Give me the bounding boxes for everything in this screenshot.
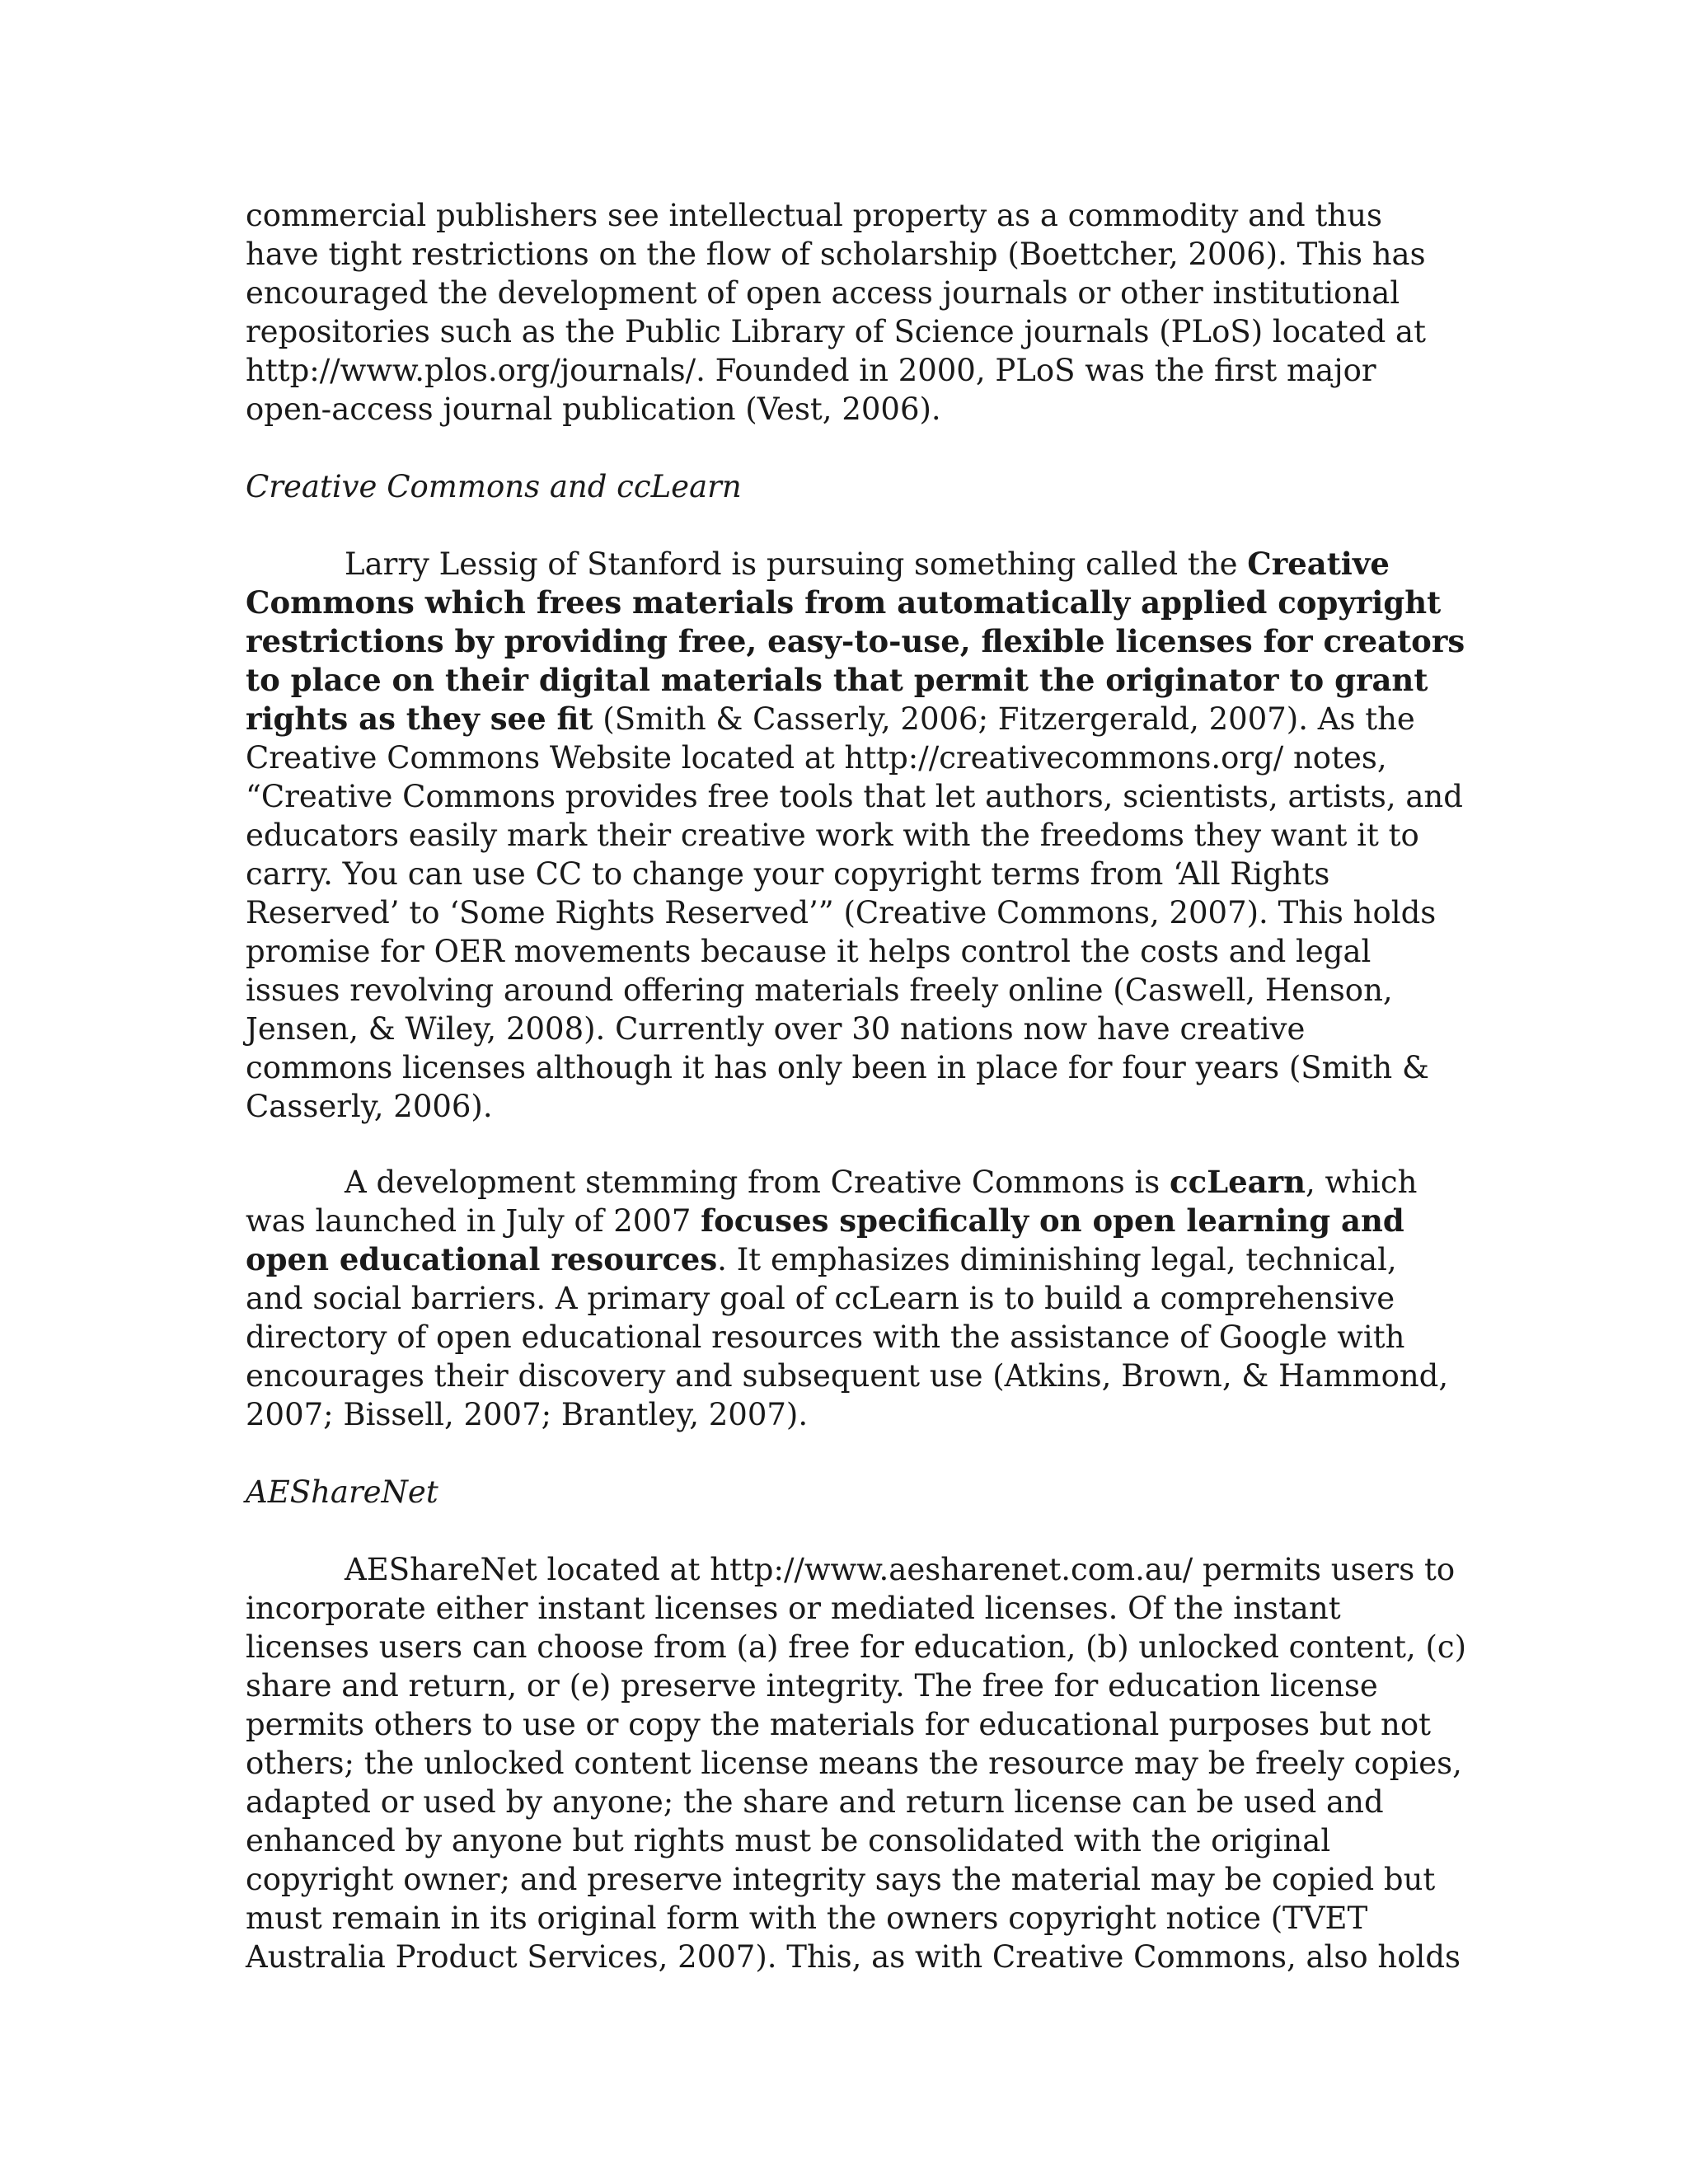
paragraph-aesharenet — [246, 1550, 1466, 1976]
text-line: carry. You can use CC to change your copyright terms from ‘All Rights — [246, 856, 1330, 892]
bold-text: Creative — [1247, 546, 1390, 582]
text-line — [246, 700, 1465, 738]
text-line: Australia Product Services, 2007). This, as with Creative Commons, also holds — [246, 1939, 1461, 1975]
bold-text-line: restrictions by providing free, easy-to-use, flexible licenses for creators — [246, 623, 1465, 659]
text-line: commons licenses although it has only been in place for four years (Smith & — [246, 1050, 1429, 1085]
bold-text: ccLearn — [1170, 1164, 1306, 1200]
section-heading-aesharenet — [246, 1473, 438, 1511]
paragraph-cclearn — [246, 1163, 1448, 1434]
text-line: commercial publishers see intellectual property as a commodity and thus — [246, 198, 1383, 233]
text-line: and social barriers. A primary goal of ccLearn is to build a comprehensive — [246, 1281, 1395, 1316]
text-line: http://www.plos.org/journals/. Founded in 2000, PLoS was the first major — [246, 353, 1376, 388]
text-line: have tight restrictions on the flow of scholarship (Boettcher, 2006). This has — [246, 237, 1426, 272]
paragraph-creative-commons — [246, 545, 1465, 1126]
text-line: 2007; Bissell, 2007; Brantley, 2007). — [246, 1397, 809, 1432]
text-line: repositories such as the Public Library of Science journals (PLoS) located at — [246, 314, 1426, 349]
text-line: enhanced by anyone but rights must be consolidated with the original — [246, 1823, 1331, 1858]
heading-text: AEShareNet — [246, 1474, 438, 1510]
text-line: others; the unlocked content license means the resource may be freely copies, — [246, 1746, 1462, 1781]
text-line: issues revolving around offering materials freely online (Caswell, Henson, — [246, 972, 1393, 1008]
bold-text: rights as they see fit — [246, 701, 593, 737]
text-line: promise for OER movements because it helps control the costs and legal — [246, 934, 1372, 969]
text-line — [246, 1163, 1448, 1202]
text-line — [246, 1240, 1448, 1279]
text-line: educators easily mark their creative work with the freedoms they want it to — [246, 818, 1419, 853]
text-line — [246, 1202, 1448, 1240]
text-line: Creative Commons Website located at http://creativecommons.org/ notes, — [246, 740, 1387, 776]
text-run: , which — [1306, 1165, 1418, 1200]
text-line: AEShareNet located at http://www.aesharenet.com.au/ permits users to — [345, 1552, 1456, 1587]
text-line: permits others to use or copy the materials for educational purposes but not — [246, 1707, 1431, 1742]
text-run: Larry Lessig of Stanford is pursuing something called the — [345, 546, 1248, 582]
text-line: open-access journal publication (Vest, 2006). — [246, 391, 941, 427]
text-line: encourages their discovery and subsequent use (Atkins, Brown, & Hammond, — [246, 1358, 1449, 1394]
bold-text: open educational resources — [246, 1241, 718, 1277]
text-run: A development stemming from Creative Commons is — [345, 1165, 1170, 1200]
text-run: (Smith & Casserly, 2006; Fitzergerald, 2007). As the — [593, 701, 1415, 737]
text-line: copyright owner; and preserve integrity says the material may be copied but — [246, 1862, 1436, 1897]
text-line: must remain in its original form with the owners copyright notice (TVET — [246, 1900, 1368, 1936]
text-line: directory of open educational resources with the assistance of Google with — [246, 1319, 1405, 1355]
heading-text: Creative Commons and ccLearn — [246, 469, 742, 504]
text-line — [246, 545, 1465, 583]
bold-text-line: Commons which frees materials from automatically applied copyright — [246, 584, 1442, 621]
text-line: share and return, or (e) preserve integrity. The free for education license — [246, 1668, 1378, 1704]
section-heading-creative-commons — [246, 467, 742, 506]
text-line: incorporate either instant licenses or mediated licenses. Of the instant — [246, 1591, 1341, 1626]
text-line: encouraged the development of open access journals or other institutional — [246, 275, 1400, 311]
paragraph-plos — [246, 196, 1426, 429]
text-run: . It emphasizes diminishing legal, technical, — [717, 1242, 1397, 1277]
text-run: was launched in July of 2007 — [246, 1203, 701, 1239]
bold-text-line: to place on their digital materials that permit the originator to grant — [246, 662, 1428, 698]
bold-text: focuses specifically on open learning and — [701, 1202, 1404, 1239]
text-line: Casserly, 2006). — [246, 1089, 493, 1124]
text-line: adapted or used by anyone; the share and return license can be used and — [246, 1784, 1384, 1820]
text-line: Reserved’ to ‘Some Rights Reserved’” (Creative Commons, 2007). This holds — [246, 895, 1437, 930]
text-line: Jensen, & Wiley, 2008). Currently over 30 nations now have creative — [246, 1011, 1306, 1047]
text-line: “Creative Commons provides free tools that let authors, scientists, artists, and — [246, 779, 1463, 814]
text-line: licenses users can choose from (a) free for education, (b) unlocked content, (c) — [246, 1629, 1467, 1665]
